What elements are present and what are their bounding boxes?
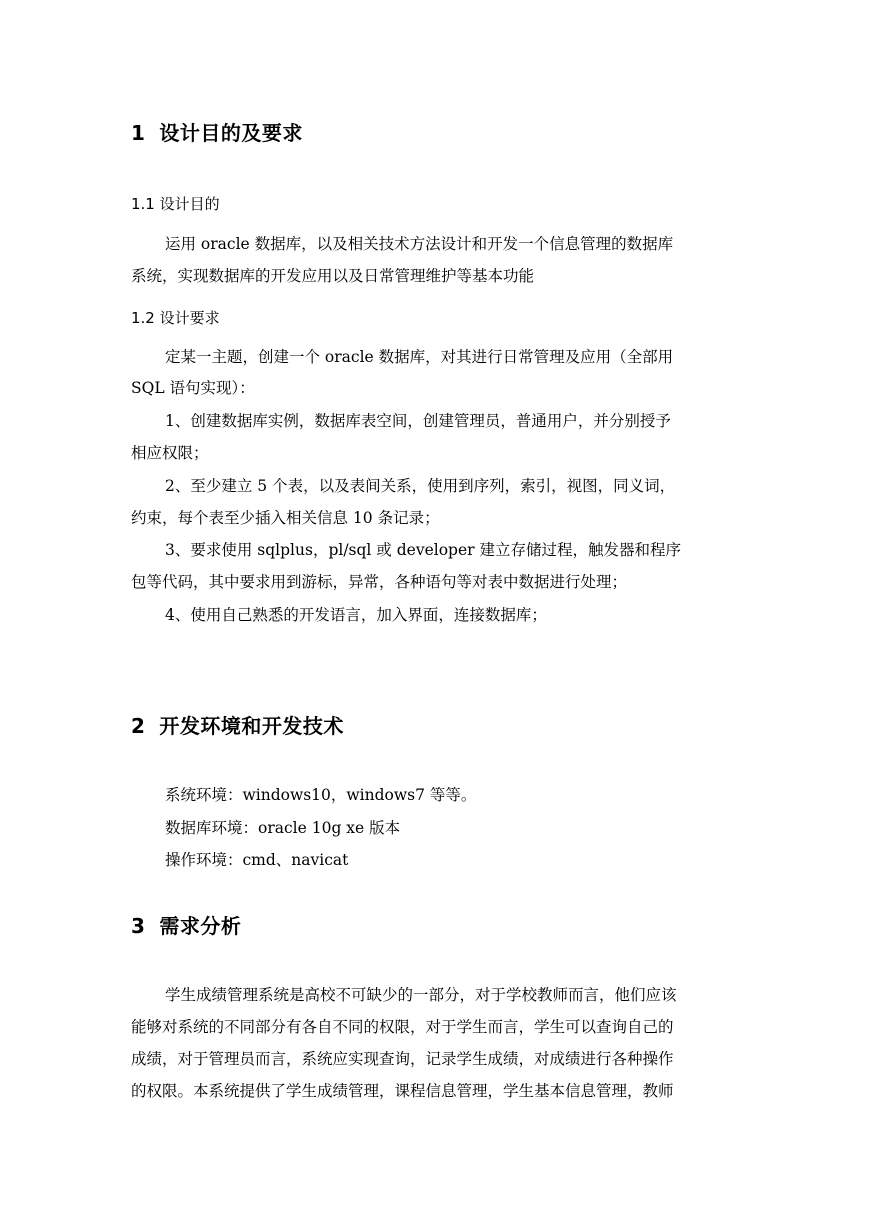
paragraph-line: 成绩，对于管理员而言，系统应实现查询，记录学生成绩，对成绩进行各种操作: [131, 1050, 674, 1068]
env-system: 系统环境：windows10，windows7 等等。: [165, 786, 477, 804]
section-2-number: 2: [131, 714, 146, 738]
paragraph-line: 定某一主题，创建一个 oracle 数据库，对其进行日常管理及应用（全部用: [165, 348, 674, 366]
subsection-1-2-heading: 1.2 设计要求: [131, 309, 220, 327]
env-database: 数据库环境：oracle 10g xe 版本: [165, 819, 401, 837]
requirement-item-2-cont: 约束，每个表至少插入相关信息 10 条记录；: [131, 509, 440, 527]
paragraph-line: 能够对系统的不同部分有各自不同的权限，对于学生而言，学生可以查询自己的: [131, 1018, 674, 1036]
paragraph-line: SQL 语句实现）：: [131, 379, 255, 397]
env-operation: 操作环境：cmd、navicat: [165, 851, 349, 869]
section-1-title: 设计目的及要求: [159, 121, 303, 145]
paragraph-line: 学生成绩管理系统是高校不可缺少的一部分，对于学校教师而言，他们应该: [165, 986, 677, 1004]
requirement-item-3: 3、要求使用 sqlplus，pl/sql 或 developer 建立存储过程，触发器和程序: [165, 541, 681, 559]
section-2-heading: [131, 713, 344, 739]
subsection-1-1-heading: 1.1 设计目的: [131, 195, 220, 213]
requirement-item-4: 4、使用自己熟悉的开发语言，加入界面，连接数据库；: [165, 606, 547, 624]
requirement-item-2: 2、至少建立 5 个表，以及表间关系，使用到序列，索引，视图，同义词，: [165, 477, 676, 495]
paragraph-line: 的权限。本系统提供了学生成绩管理，课程信息管理，学生基本信息管理，教师: [131, 1082, 674, 1100]
section-3-title: 需求分析: [159, 914, 242, 938]
section-3-number: 3: [131, 914, 146, 938]
section-3-heading: [131, 913, 241, 939]
requirement-item-1-cont: 相应权限；: [131, 444, 209, 462]
section-2-title: 开发环境和开发技术: [159, 714, 344, 738]
requirement-item-1: 1、创建数据库实例，数据库表空间，创建管理员，普通用户，并分别授予: [165, 412, 671, 430]
requirement-item-3-cont: 包等代码，其中要求用到游标，异常，各种语句等对表中数据进行处理；: [131, 573, 628, 591]
section-1-number: 1: [131, 121, 146, 145]
paragraph-line: 运用 oracle 数据库，以及相关技术方法设计和开发一个信息管理的数据库: [165, 235, 674, 253]
section-1-heading: [131, 120, 303, 146]
paragraph-line: 系统，实现数据库的开发应用以及日常管理维护等基本功能: [131, 267, 535, 285]
